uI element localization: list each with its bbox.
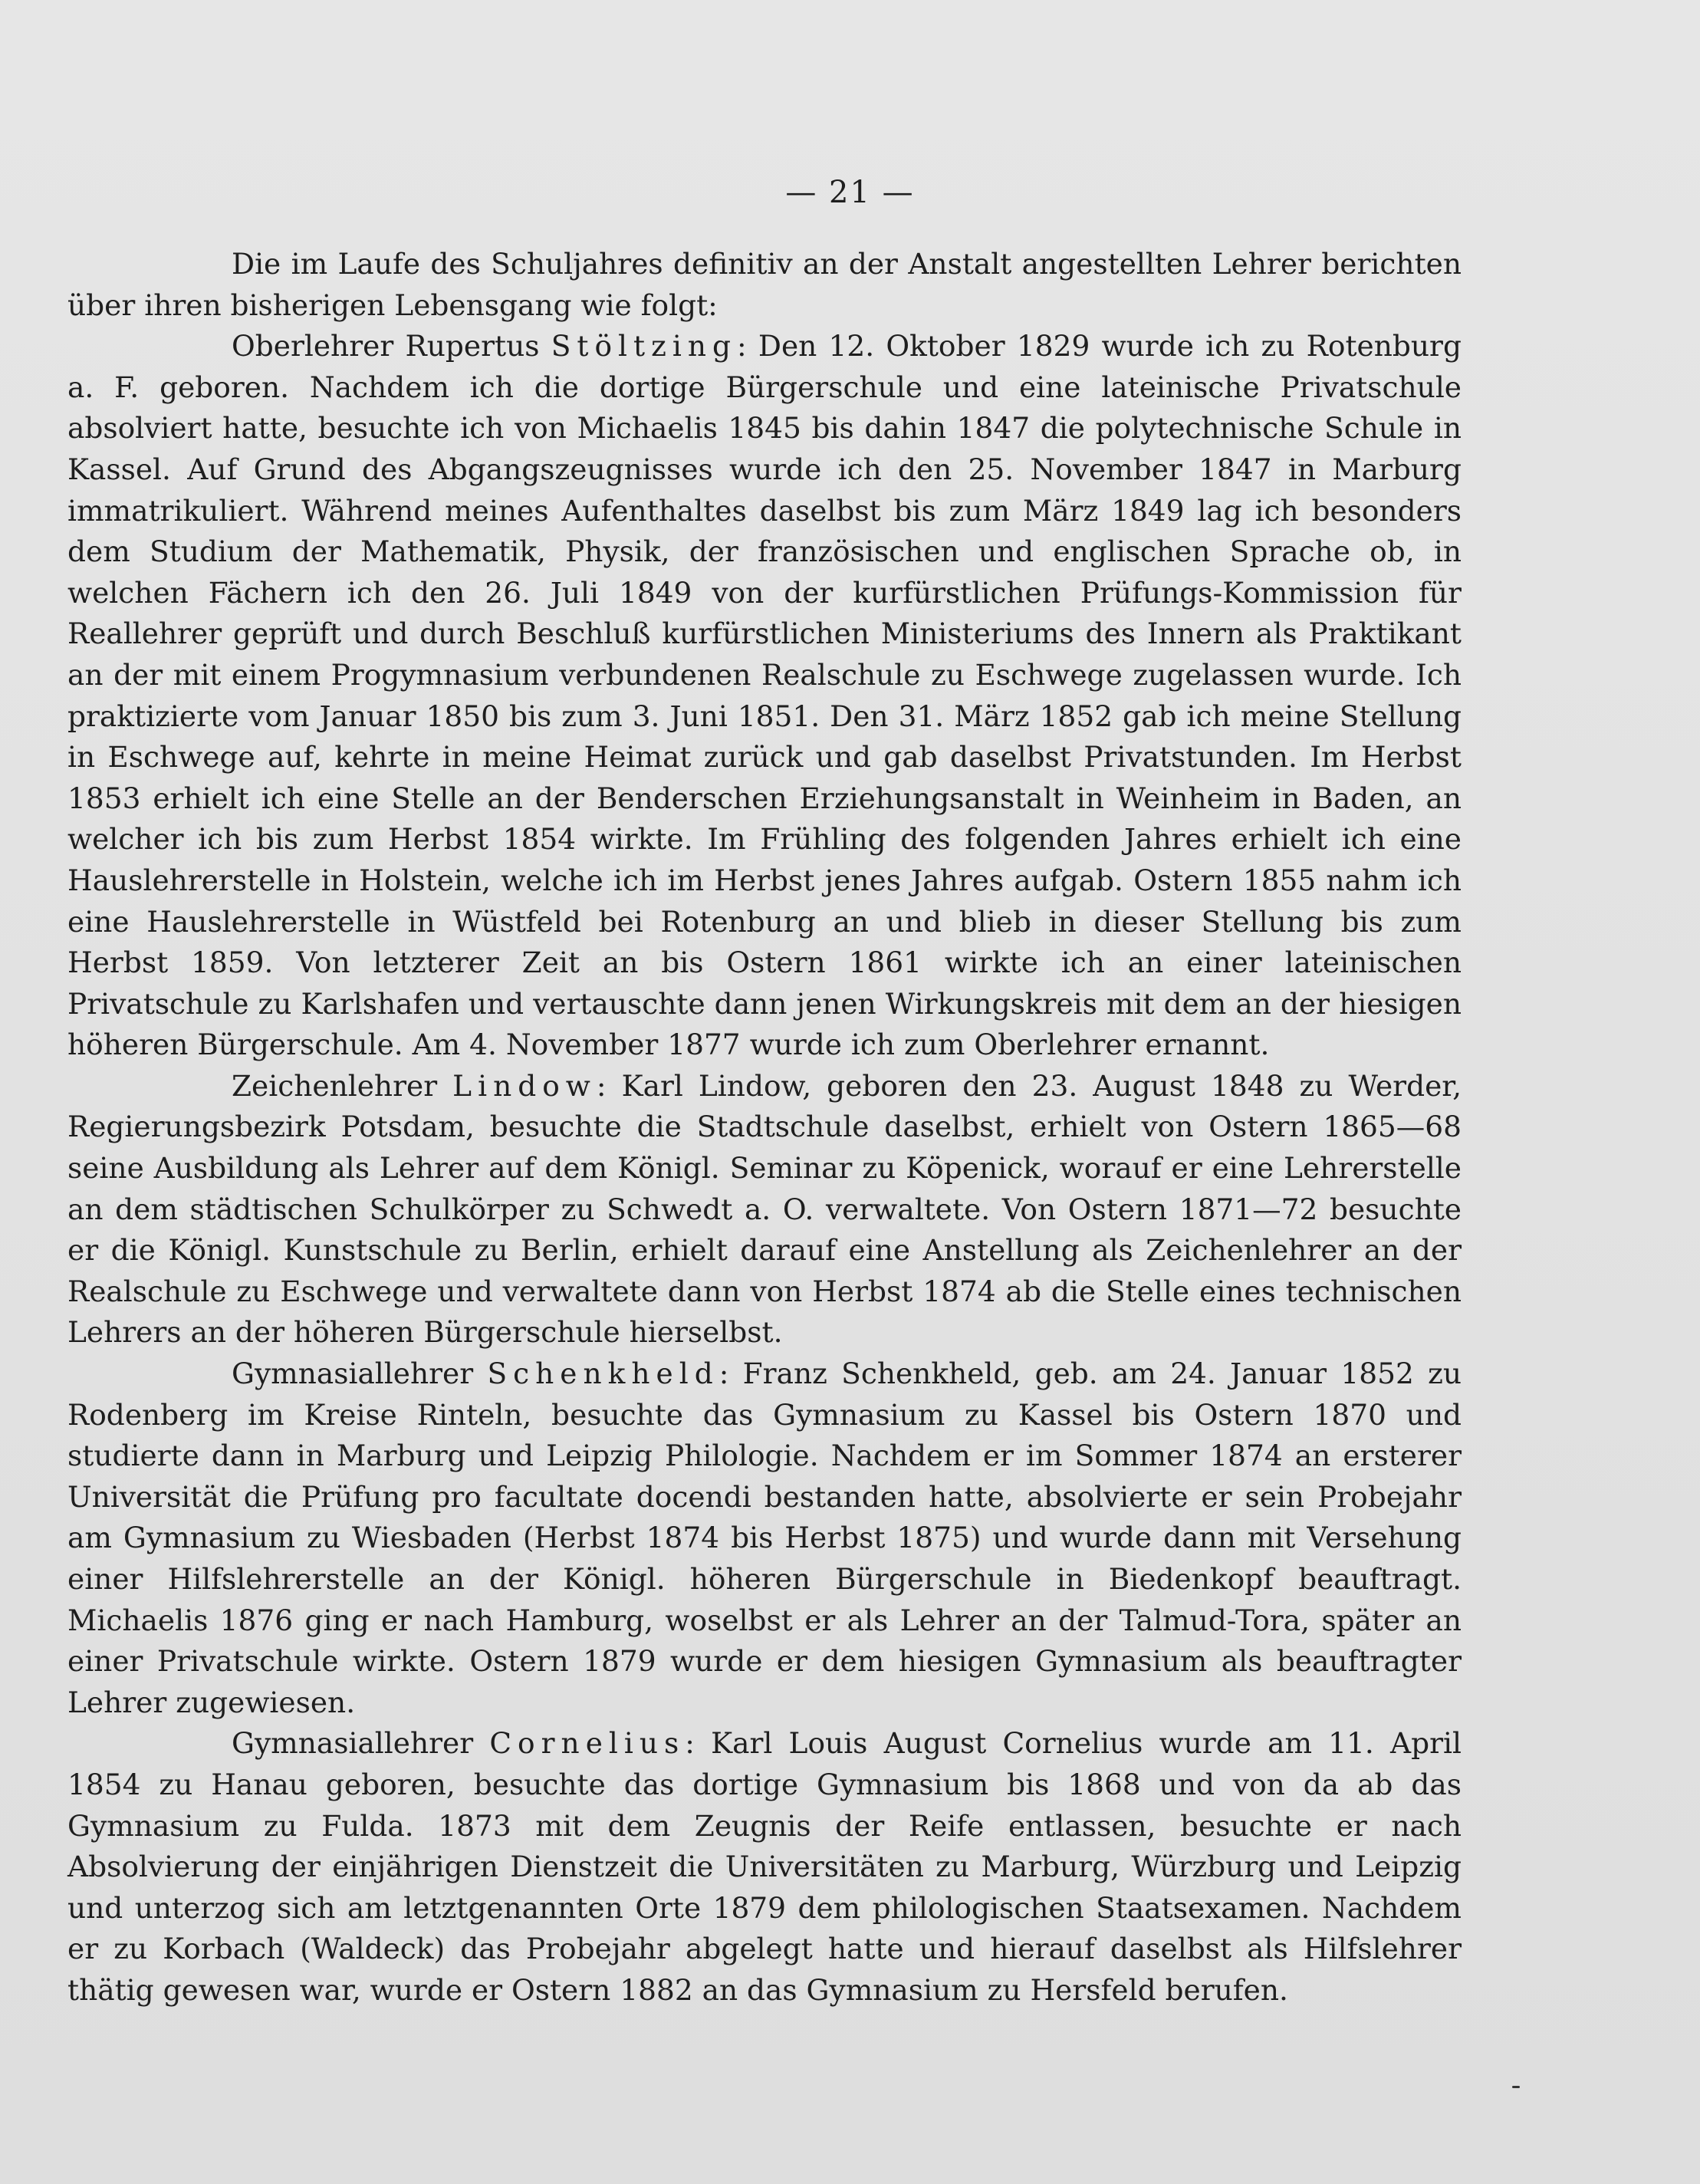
paragraph-text: Die im Laufe des Schuljahres definitiv an der Anstalt angestellten Lehrer berichten über ihren bisherigen Lebensgang wie folgt: xyxy=(67,247,1462,322)
paragraph-schenkheld xyxy=(67,1353,1462,1723)
paragraph-lead: Zeichenlehrer xyxy=(232,1068,453,1103)
paragraph-lindow xyxy=(67,1066,1462,1353)
paragraph-lead: Oberlehrer Rupertus xyxy=(232,329,551,363)
scan-speck xyxy=(1512,2086,1520,2088)
paragraph-text: : Karl Lindow, geboren den 23. August 1848 zu Werder, Regierungsbezirk Potsdam, besuchte die Stadtschule daselbst, erhielt von Ostern 1865—68 seine Ausbildung als Lehrer auf dem Königl. Seminar zu Köpenick, worauf er eine Lehrerstelle an dem städtischen Schulkörper zu Schwedt a. O. verwaltete. Von Ostern 1871—72 besuchte er die Königl. Kunstschule zu Berlin, erhielt darauf eine Anstellung als Zeichenlehrer an der Realschule zu Eschwege und verwaltete dann von Herbst 1874 ab die Stelle eines technischen Lehrers an der höheren Bürgerschule hierselbst. xyxy=(67,1068,1462,1350)
paragraph-cornelius xyxy=(67,1723,1462,2011)
paragraph-lead: Gymnasiallehrer xyxy=(232,1726,490,1761)
paragraph-text: : Franz Schenkheld, geb. am 24. Januar 1852 zu Rodenberg im Kreise Rinteln, besuchte das Gymnasium zu Kassel bis Ostern 1870 und studierte dann in Marburg und Leipzig Philologie. Nachdem er im Sommer 1874 an ersterer Universität die Prüfung pro facultate docendi bestanden hatte, absolvierte er sein Probejahr am Gymnasium zu Wiesbaden (Herbst 1874 bis Herbst 1875) und wurde dann mit Versehung einer Hilfslehrerstelle an der Königl. höheren Bürgerschule in Biedenkopf beauftragt. Michaelis 1876 ging er nach Hamburg, woselbst er als Lehrer an der Talmud-Tora, später an einer Privatschule wirkte. Ostern 1879 wurde er dem hiesigen Gymnasium als beauftragter Lehrer zugewiesen. xyxy=(67,1357,1462,1719)
paragraph-intro xyxy=(67,244,1462,326)
paragraph-stoeltzing xyxy=(67,326,1462,1066)
teacher-name: Cornelius xyxy=(489,1726,686,1761)
teacher-name: Stöltzing xyxy=(551,329,738,363)
text-block xyxy=(67,244,1462,2011)
teacher-name: Schenkheld xyxy=(487,1357,719,1391)
paragraph-lead: Gymnasiallehrer xyxy=(232,1357,488,1391)
paragraph-text: : Den 12. Oktober 1829 wurde ich zu Rotenburg a. F. geboren. Nachdem ich die dortige Bürgerschule und eine lateinische Privatschule absolviert hatte, besuchte ich von Michaelis 1845 bis dahin 1847 die polytechnische Schule in Kassel. Auf Grund des Abgangszeugnisses wurde ich den 25. November 1847 in Marburg immatrikuliert. Während meines Aufenthaltes daselbst bis zum März 1849 lag ich besonders dem Studium der Mathematik, Physik, der französischen und englischen Sprache ob, in welchen Fächern ich den 26. Juli 1849 von der kurfürstlichen Prüfungs-Kommission für Reallehrer geprüft und durch Beschluß kurfürstlichen Ministeriums des Innern als Praktikant an der mit einem Progymnasium verbundenen Realschule zu Eschwege zugelassen wurde. Ich praktizierte vom Januar 1850 bis zum 3. Juni 1851. Den 31. März 1852 gab ich meine Stellung in Eschwege auf, kehrte in meine Heimat zurück und gab daselbst Privatstunden. Im Herbst 1853 erhielt ich eine Stelle an der Benderschen Erziehungsanstalt in Weinheim in Baden, an welcher ich bis zum Herbst 1854 wirkte. Im Frühling des folgenden Jahres erhielt ich eine Hauslehrerstelle in Holstein, welche ich im Herbst jenes Jahres aufgab. Ostern 1855 nahm ich eine Hauslehrerstelle in Wüstfeld bei Rotenburg an und blieb in dieser Stellung bis zum Herbst 1859. Von letzterer Zeit an bis Ostern 1861 wirkte ich an einer lateinischen Privatschule zu Karlshafen und vertauschte dann jenen Wirkungskreis mit dem an der hiesigen höheren Bürgerschule. Am 4. November 1877 wurde ich zum Oberlehrer ernannt. xyxy=(67,329,1462,1062)
teacher-name: Lindow xyxy=(452,1068,597,1103)
paragraph-text: : Karl Louis August Cornelius wurde am 11. April 1854 zu Hanau geboren, besuchte das dortige Gymnasium bis 1868 und von da ab das Gymnasium zu Fulda. 1873 mit dem Zeugnis der Reife entlassen, besuchte er nach Absolvierung der einjährigen Dienstzeit die Universitäten zu Marburg, Würzburg und Leipzig und unterzog sich am letztgenannten Orte 1879 dem philologischen Staatsexamen. Nachdem er zu Korbach (Waldeck) das Probejahr abgelegt hatte und hierauf daselbst als Hilfslehrer thätig gewesen war, wurde er Ostern 1882 an das Gymnasium zu Hersfeld berufen. xyxy=(67,1726,1462,2007)
page-number: — 21 — xyxy=(785,175,915,210)
